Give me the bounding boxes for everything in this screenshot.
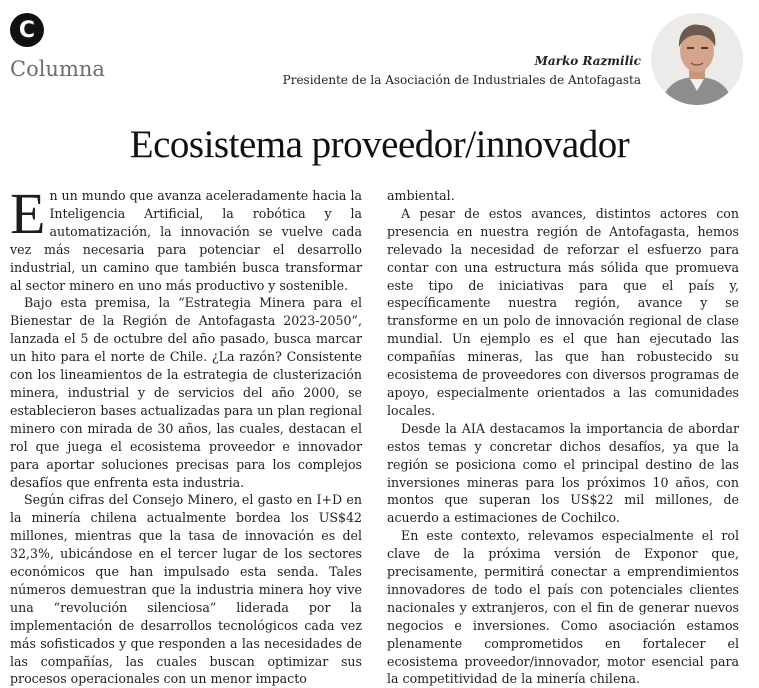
- author-role: Presidente de la Asociación de Industriales de Antofagasta: [282, 73, 641, 87]
- paragraph: [10, 181, 362, 294]
- drop-cap: E: [10, 181, 46, 246]
- author-portrait-illustration: [651, 13, 743, 105]
- paragraph: Según cifras del Consejo Minero, el gasto en I+D en la minería chilena actualmente bordea los US$42 millones, mientras que la tasa de innovación es del 32,3%, ubicándose en el tercer lugar de los sectores económicos que han impulsado esta senda. Tales números demuestran que la industria minera hoy vive una “revolución silenciosa” liderada por la implementación de desarrollos tecnológicos cada vez más sofisticados y que responden a las necesidades de las compañías, las cuales buscan optimizar sus procesos operacionales con un menor impacto: [10, 492, 362, 687]
- paragraph: Desde la AIA destacamos la importancia de abordar estos temas y concretar dichos desafíos, ya que la región se posiciona como el principal destino de las inversiones mineras para los próximos 10 años, con montos que superan los US$22 mil millones, de acuerdo a estimaciones de Cochilco.: [387, 420, 739, 526]
- article-title: Ecosistema proveedor/innovador: [129, 123, 630, 166]
- section-label: Columna: [10, 57, 105, 81]
- author-byline: [283, 52, 641, 90]
- article-column-left: [10, 181, 362, 688]
- paragraph: A pesar de estos avances, distintos actores con presencia en nuestra región de Antofagasta, hemos relevado la necesidad de reforzar el esfuerzo para contar con una estructura más sólida que promueva este tipo de iniciativas para que el país y, específicamente nuestra región, avance y se transforme en un polo de innovación regional de clase mundial. Un ejemplo es el que han ejecutado las compañías mineras, las que han robustecido su ecosistema de proveedores con diversos programas de apoyo, especialmente orientados a las comunidades locales.: [387, 205, 739, 418]
- column-badge: C: [10, 13, 44, 47]
- author-photo: [651, 13, 743, 105]
- paragraph: En este contexto, relevamos especialmente el rol clave de la próxima versión de Exponor que, precisamente, permitirá conectar a emprendimientos innovadores de todo el país con potenciales clientes nacionales y extranjeros, con el fin de generar nuevos negocios e inversiones. Como asociación estamos plenamente comprometidos en fortalecer el ecosistema proveedor/innovador, motor esencial para la competitividad de la minería chilena.: [387, 528, 739, 687]
- author-name: Marko Razmilic: [534, 54, 641, 68]
- paragraph: ambiental.: [387, 188, 455, 203]
- paragraph-text: n un mundo que avanza aceleradamente hacia la Inteligencia Artificial, la robótica y la automatización, la innovación se vuelve cada vez más necesaria para potenciar el desarrollo industrial, un camino que también busca transformar al sector minero en uno más productivo y sostenible.: [10, 188, 362, 293]
- paragraph: Bajo esta premisa, la “Estrategia Minera para el Bienestar de la Región de Antofagasta 2023-2050”, lanzada el 5 de octubre del año pasado, busca marcar un hito para el norte de Chile. ¿La razón? Consistente con los lineamientos de la estrategia de clusterización minera, industrial y de servicios del año 2000, se establecieron bases actualizadas para un plan regional minero con mirada de 30 años, las cuales, destacan el rol que juega el ecosistema proveedor e innovador para aportar soluciones precisas para los complejos desafíos que enfrenta esta industria.: [10, 295, 362, 490]
- article-column-right: [387, 187, 739, 688]
